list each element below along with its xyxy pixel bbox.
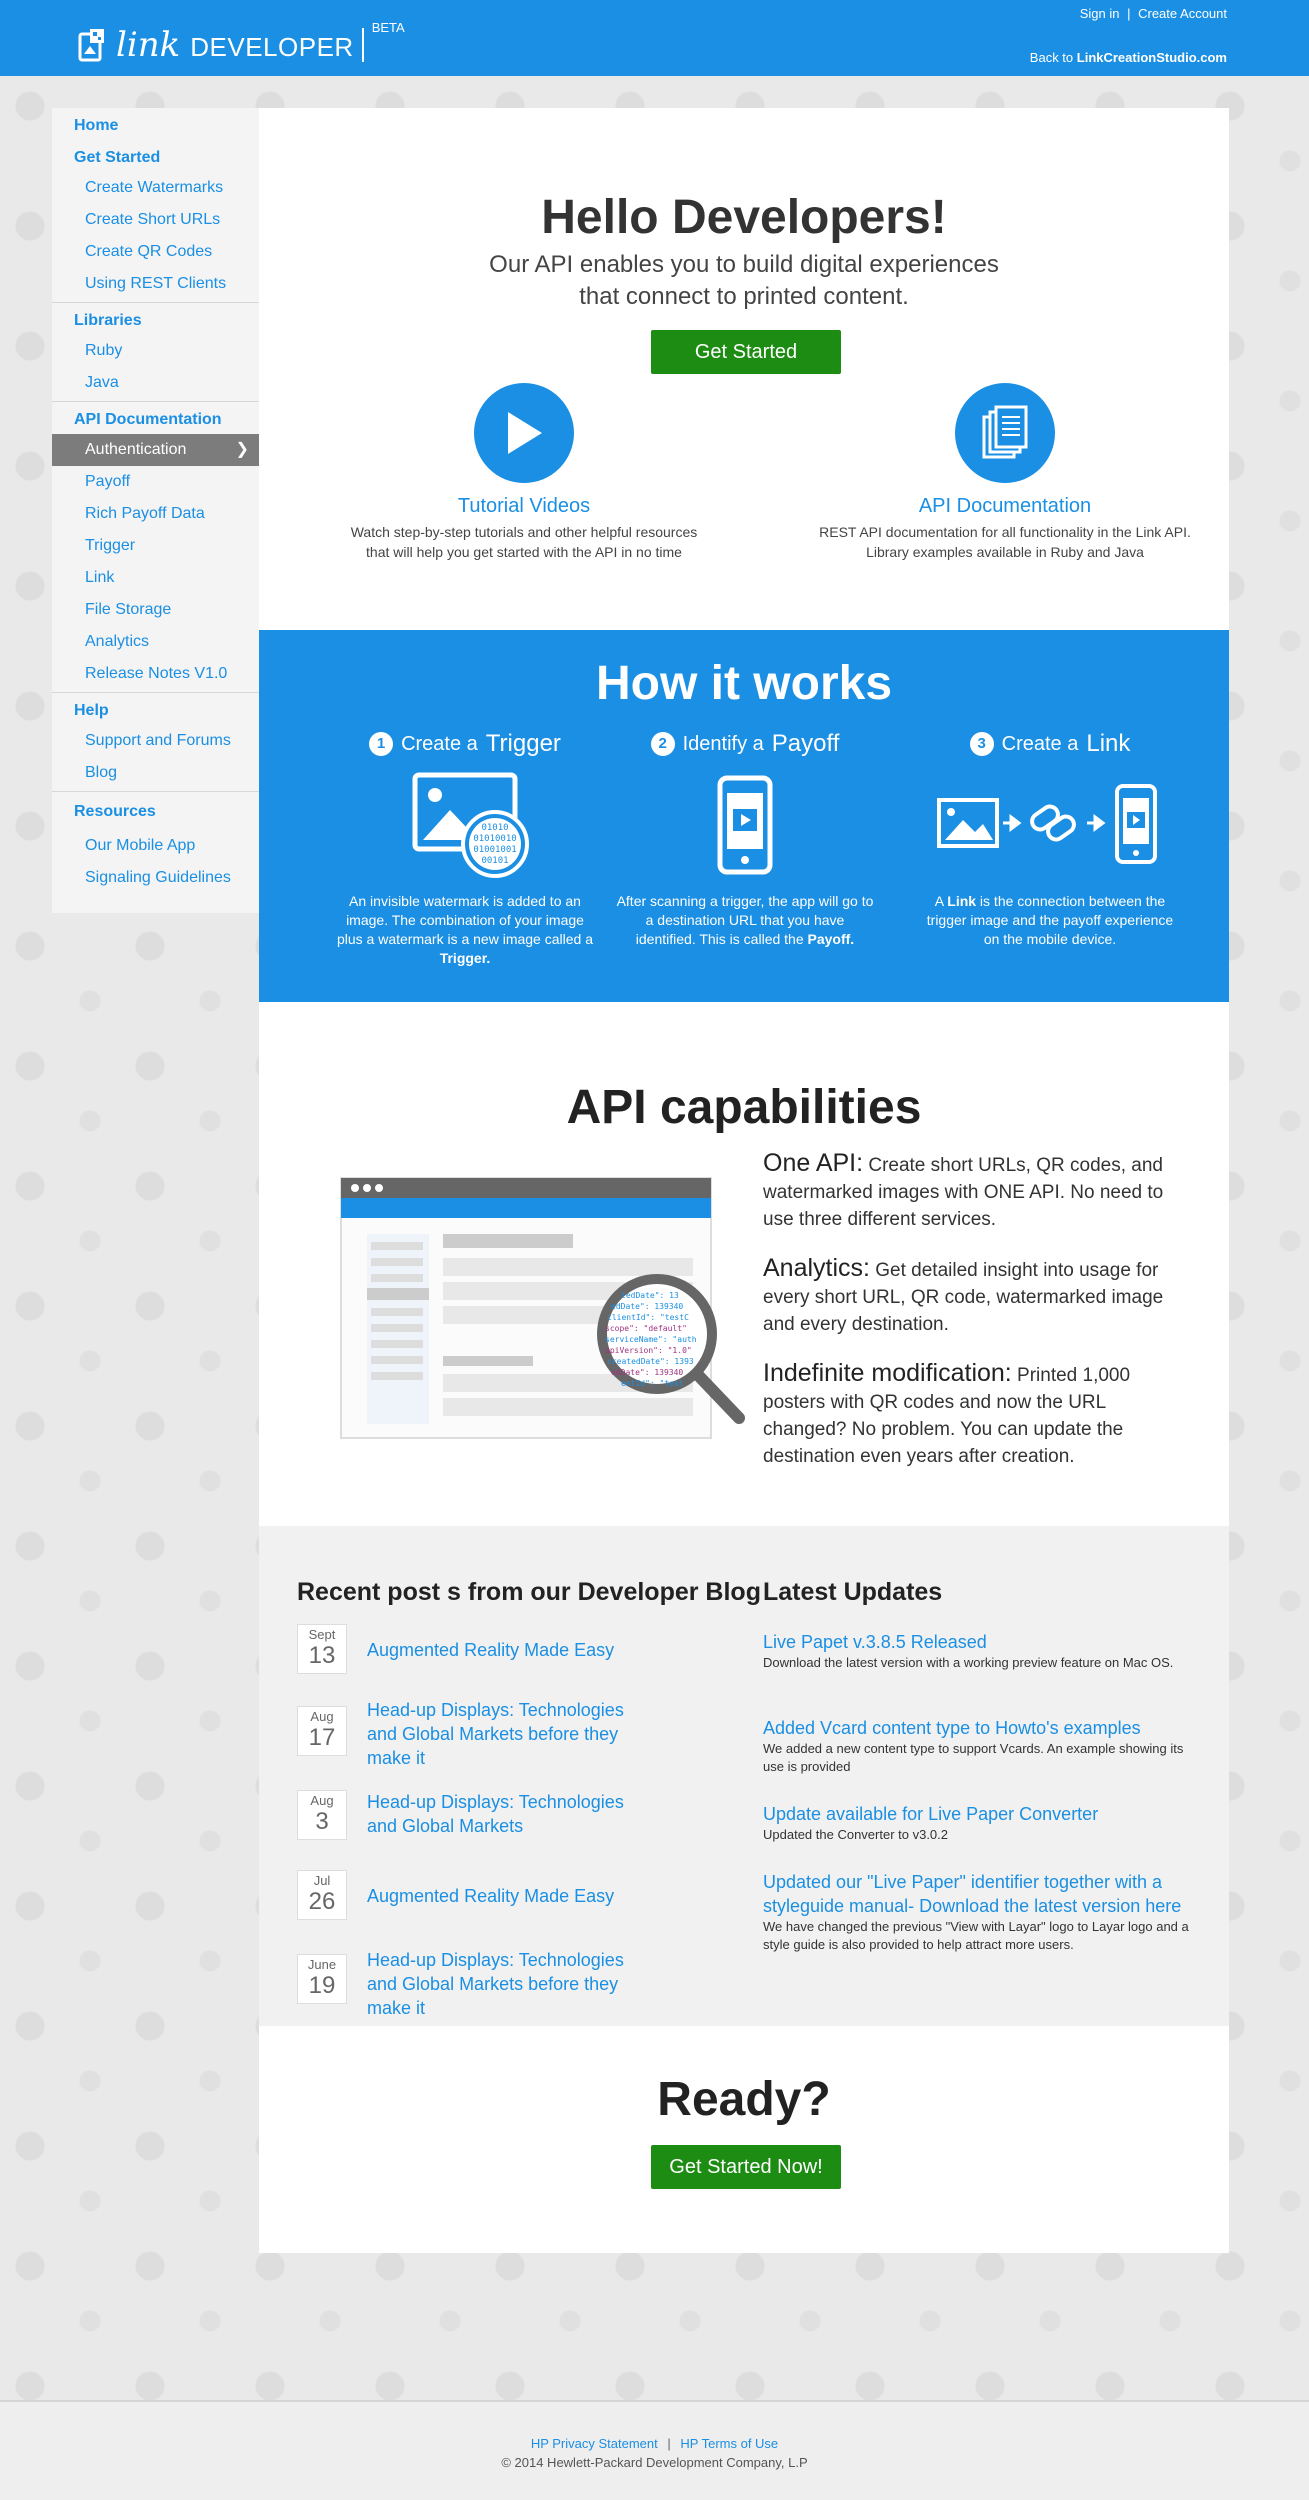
sidebar-item-create-qr-codes[interactable]: Create QR Codes: [85, 243, 213, 260]
capability-text: Printed 1,000 posters with QR codes and now the URL changed? No problem. You can update the destination even years after creation.: [763, 1365, 1131, 1467]
sidebar-heading-libraries[interactable]: Libraries: [74, 312, 142, 329]
code-line: scope": "default": [605, 1324, 687, 1333]
post-date: [297, 1790, 347, 1840]
sidebar-item-payoff[interactable]: Payoff: [85, 473, 131, 490]
code-line: createdDate": 1393: [607, 1357, 694, 1366]
hero-subtitle-line1: Our API enables you to build digital experiences: [489, 251, 999, 278]
api-documentation-desc-line2: Library examples available in Ruby and Java: [866, 544, 1144, 560]
sidebar-item-analytics[interactable]: Analytics: [85, 633, 150, 650]
update-item: [763, 1630, 1193, 1672]
api-documentation-feature[interactable]: [795, 383, 1215, 562]
sidebar-heading-api-documentation[interactable]: API Documentation: [74, 411, 222, 428]
capability-analytics: [763, 1255, 1183, 1338]
update-item: [763, 1716, 1193, 1776]
sidebar-divider: [52, 302, 259, 303]
sidebar-item-rich-payoff-data[interactable]: Rich Payoff Data: [85, 505, 205, 522]
sidebar-item-create-watermarks[interactable]: Create Watermarks: [85, 179, 224, 196]
tutorial-videos-feature[interactable]: [314, 383, 734, 562]
footer-links: [0, 2436, 1309, 2451]
sidebar-item-home[interactable]: Home: [74, 117, 119, 134]
update-item: [763, 1870, 1193, 1954]
post-day: 26: [308, 1888, 336, 1915]
blog-post[interactable]: [297, 1700, 717, 1770]
api-capabilities-title: API capabilities: [566, 1081, 922, 1134]
post-month: Jul: [313, 1873, 331, 1888]
update-title-link[interactable]: Update available for Live Paper Converter: [763, 1804, 1099, 1824]
step-desc-text: A: [934, 893, 948, 909]
step-heading: [900, 730, 1200, 758]
post-date: [297, 1954, 347, 2004]
footer-separator: |: [667, 2436, 671, 2451]
post-day: 17: [308, 1724, 336, 1751]
sidebar-item-ruby[interactable]: Ruby: [85, 342, 123, 359]
step-description: [920, 892, 1180, 949]
back-link-site: LinkCreationStudio.com: [1076, 50, 1227, 65]
copyright-text: © 2014 Hewlett-Packard Development Company, L.P: [501, 2455, 808, 2470]
update-description: We added a new content type to support Vcards. An example showing its use is provided: [763, 1741, 1184, 1774]
step-payoff: [595, 730, 895, 949]
sidebar-item-signaling-guidelines[interactable]: Signaling Guidelines: [85, 869, 231, 886]
step-trigger: [315, 730, 615, 968]
sidebar-item-release-notes[interactable]: Release Notes V1.0: [85, 665, 228, 682]
sign-in-link[interactable]: Sign in: [1079, 6, 1120, 21]
code-line: clientId": "testC: [607, 1313, 689, 1322]
capability-lead: Analytics:: [763, 1254, 870, 1282]
sidebar-item-java[interactable]: Java: [85, 374, 119, 391]
step-prefix: Create a: [401, 732, 478, 755]
code-line: edDate": 139340: [611, 1368, 684, 1377]
sidebar-item-trigger[interactable]: Trigger: [85, 537, 136, 554]
post-month: Sept: [308, 1627, 336, 1642]
step-keyword: Payoff: [771, 730, 840, 757]
hero-subtitle-line2: that connect to printed content.: [579, 283, 909, 310]
link-logo-icon: [78, 28, 108, 62]
update-title-link[interactable]: Updated our "Live Paper" identifier together with a styleguide manual- Download the latest version here: [763, 1872, 1182, 1916]
step-desc-text: After scanning a trigger, the app will go to a destination URL that you have identified. This is called the: [616, 893, 874, 947]
code-line: apiVersion": "1.0": [605, 1346, 692, 1355]
update-description: Download the latest version with a working preview feature on Mac OS.: [763, 1655, 1174, 1670]
create-account-link[interactable]: Create Account: [1138, 6, 1227, 21]
step-desc-bold: Trigger.: [439, 950, 491, 966]
latest-updates-title: Latest Updates: [763, 1578, 943, 1606]
tutorial-videos-description: [314, 522, 734, 562]
privacy-statement-link[interactable]: HP Privacy Statement: [530, 2436, 658, 2451]
step-desc-text: An invisible watermark is added to an image. The combination of your image plus a watermark is a new image called a: [336, 893, 593, 947]
tutorial-videos-desc-line2: that will help you get started with the API in no time: [366, 544, 682, 560]
step-keyword: Link: [1086, 730, 1131, 757]
step-keyword: Trigger: [485, 730, 561, 757]
sidebar-item-file-storage[interactable]: File Storage: [85, 601, 172, 618]
api-documentation-title[interactable]: API Documentation: [918, 495, 1092, 517]
capability-text: Get detailed insight into usage for every short URL, QR code, watermarked image and every destination.: [763, 1260, 1164, 1335]
ready-title: Ready?: [657, 2073, 831, 2126]
get-started-now-button[interactable]: Get Started Now!: [651, 2145, 841, 2189]
chain-link-icon: [1029, 803, 1077, 842]
step-link: [900, 730, 1200, 949]
code-line: entId": "test: [621, 1379, 684, 1388]
post-title-link[interactable]: Head-up Displays: Technologies and Global Markets before they make it: [367, 1950, 624, 2018]
binary-line: 01010: [481, 823, 509, 833]
account-links: [1080, 6, 1227, 21]
post-title-link[interactable]: Augmented Reality Made Easy: [367, 1886, 615, 1906]
main-content: [259, 108, 1229, 2253]
how-it-works-section: [259, 630, 1229, 1002]
code-line: serviceName": "auth: [605, 1335, 697, 1344]
post-date: [297, 1706, 347, 1756]
sidebar-heading-resources[interactable]: Resources: [74, 803, 156, 820]
sidebar-item-using-rest-clients[interactable]: Using REST Clients: [85, 275, 227, 292]
capability-lead: Indefinite modification:: [763, 1359, 1012, 1387]
step-heading: [315, 730, 615, 758]
step-desc-bold: Payoff.: [807, 931, 855, 947]
binary-line: 00101: [481, 856, 509, 866]
get-started-button[interactable]: Get Started: [651, 330, 841, 374]
code-line: edDate": 139340: [611, 1302, 684, 1311]
capability-lead: One API:: [763, 1149, 864, 1177]
step-heading: [595, 730, 895, 758]
blog-post[interactable]: [297, 1790, 717, 1840]
sidebar-item-create-short-urls[interactable]: Create Short URLs: [85, 211, 221, 228]
sidebar-item-mobile-app[interactable]: Our Mobile App: [85, 837, 196, 854]
logo-wordmark: link: [116, 25, 181, 65]
step-prefix: Create a: [1001, 732, 1079, 755]
step-number: 1: [369, 732, 393, 756]
post-date: [297, 1624, 347, 1674]
beta-badge: BETA: [371, 20, 405, 35]
capability-one-api: [763, 1150, 1183, 1233]
binary-line: 01001001: [473, 845, 517, 855]
step-number: 2: [651, 732, 675, 756]
code-line: tedDate": 13: [621, 1291, 679, 1300]
blog-and-updates-section: [259, 1526, 1229, 2026]
tutorial-videos-title[interactable]: Tutorial Videos: [457, 495, 591, 517]
documents-icon[interactable]: [955, 383, 1055, 483]
step-number: 3: [970, 732, 994, 756]
site-footer: [0, 2400, 1309, 2500]
hero-subtitle: [259, 249, 1229, 313]
post-title-link[interactable]: Head-up Displays: Technologies and Global Markets: [367, 1792, 624, 1836]
api-documentation-desc-line1: REST API documentation for all functionality in the Link API.: [819, 524, 1191, 540]
capabilities-list: [763, 1150, 1183, 1492]
logo-developer-text: DEVELOPER: [190, 32, 354, 62]
sidebar-item-link[interactable]: Link: [85, 569, 115, 586]
sidebar-item-support-forums[interactable]: Support and Forums: [85, 732, 231, 749]
post-day: 19: [308, 1972, 336, 1999]
blog-post[interactable]: [297, 1870, 717, 1920]
step-desc-bold: Link: [947, 893, 977, 909]
sidebar-heading-get-started[interactable]: Get Started: [74, 149, 161, 166]
step-desc-after: is the connection between the trigger image and the payoff experience on the mobile device.: [926, 893, 1174, 947]
how-it-works-title: How it works: [595, 657, 893, 710]
capability-text: Create short URLs, QR codes, and watermarked images with ONE API. No need to use three different services.: [763, 1155, 1164, 1230]
hero-title: Hello Developers!: [541, 191, 947, 244]
update-title-link[interactable]: Added Vcard content type to Howto's examples: [763, 1718, 1141, 1738]
step-description: [335, 892, 595, 968]
binary-line: 01010010: [473, 834, 517, 844]
update-item: [763, 1802, 1193, 1844]
sidebar-divider: [52, 791, 259, 792]
trigger-illustration: [315, 770, 615, 880]
post-date: [297, 1870, 347, 1920]
post-day: 13: [308, 1642, 336, 1669]
sidebar-item-authentication[interactable]: [52, 434, 259, 466]
post-day: 3: [315, 1808, 329, 1835]
sidebar-divider: [52, 692, 259, 693]
sidebar-heading-help[interactable]: Help: [74, 702, 109, 719]
sidebar-nav: [52, 108, 259, 913]
step-description: [615, 892, 875, 949]
account-links-separator: |: [1127, 6, 1131, 21]
logo-divider: [362, 28, 364, 62]
post-month: June: [307, 1957, 337, 1972]
terms-of-use-link[interactable]: HP Terms of Use: [680, 2436, 779, 2451]
post-title-link[interactable]: Augmented Reality Made Easy: [367, 1640, 615, 1660]
post-month: Aug: [310, 1709, 334, 1724]
tutorial-videos-desc-line1: Watch step-by-step tutorials and other helpful resources: [350, 524, 698, 540]
update-description: We have changed the previous "View with Layar" logo to Layar logo and a style guide is also provided to help attract more users.: [763, 1919, 1189, 1952]
chevron-right-icon: ❯: [235, 441, 249, 458]
capability-indefinite-modification: [763, 1360, 1183, 1470]
back-link-prefix: Back to: [1029, 50, 1077, 65]
blog-section-title: Recent post s from our Developer Blog: [297, 1578, 761, 1606]
step-prefix: Identify a: [682, 732, 764, 755]
api-illustration: [339, 1168, 759, 1468]
blog-post[interactable]: [297, 1624, 717, 1674]
phone-icon: [595, 770, 895, 880]
update-title-link[interactable]: Live Papet v.3.8.5 Released: [763, 1632, 987, 1652]
api-documentation-description: [795, 522, 1215, 562]
sidebar-divider: [52, 401, 259, 402]
play-icon[interactable]: [474, 383, 574, 483]
back-to-studio-link[interactable]: [1030, 50, 1227, 65]
sidebar-item-blog[interactable]: Blog: [85, 764, 118, 781]
sidebar-item-authentication-label: Authentication: [85, 441, 187, 458]
post-title-link[interactable]: Head-up Displays: Technologies and Global Markets before they make it: [367, 1700, 624, 1768]
link-illustration: [900, 770, 1200, 880]
site-logo[interactable]: [78, 18, 405, 65]
post-month: Aug: [310, 1793, 334, 1808]
site-header: [0, 0, 1309, 76]
update-description: Updated the Converter to v3.0.2: [763, 1827, 949, 1842]
blog-post[interactable]: [297, 1950, 717, 2020]
